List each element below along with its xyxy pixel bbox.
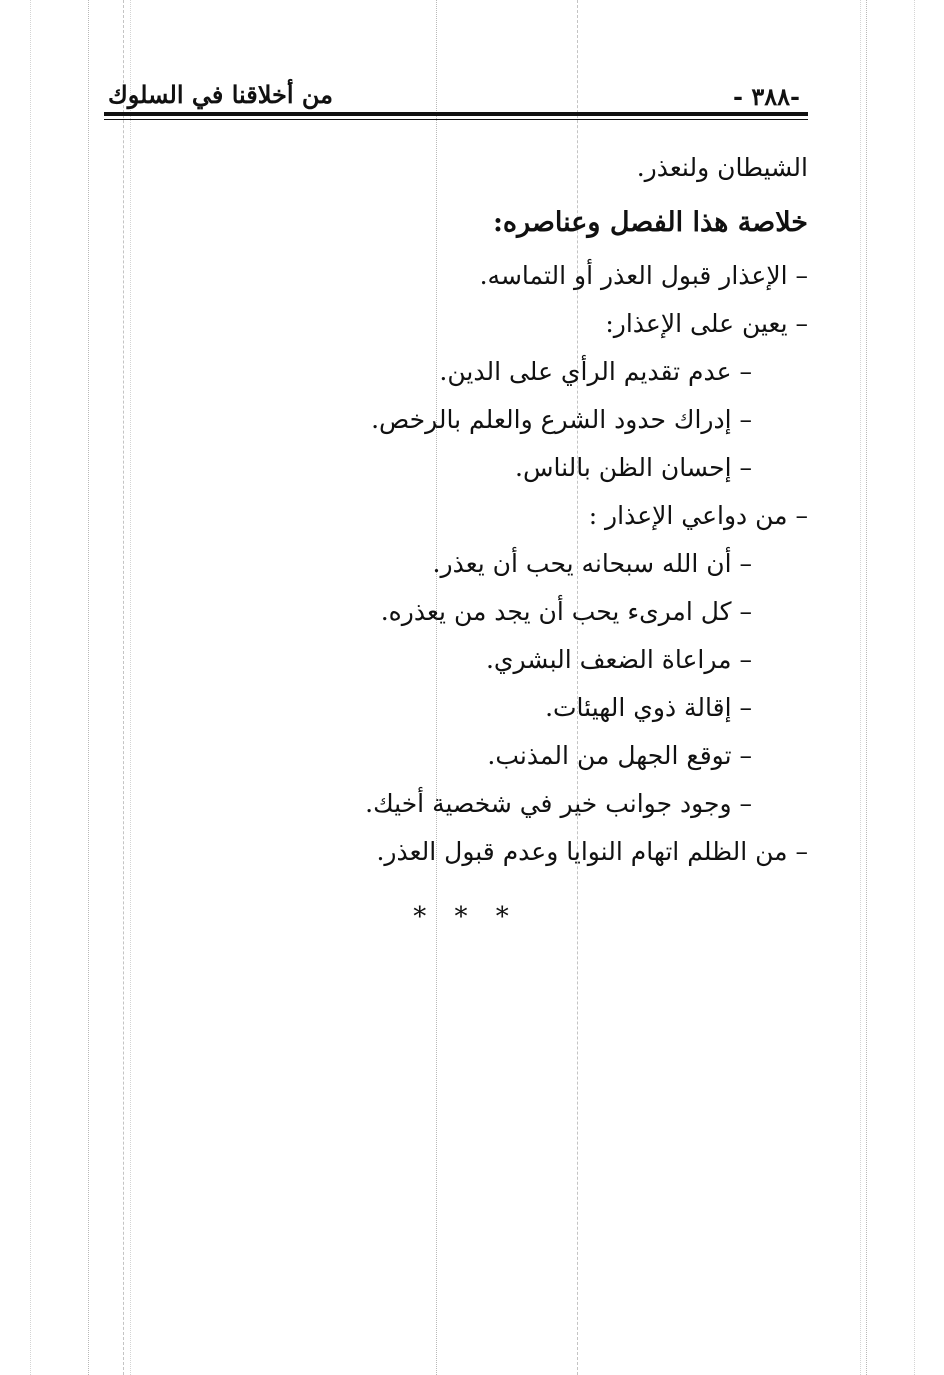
scan-artifact-line — [914, 0, 915, 1375]
header-rule-thick — [104, 112, 808, 116]
book-title: من أخلاقنا في السلوك — [108, 80, 334, 109]
scan-artifact-line — [860, 0, 861, 1375]
summary-subitem: – إقالة ذوي الهيئات. — [545, 693, 752, 722]
scan-artifact-line — [866, 0, 867, 1375]
summary-subitem: – وجود جوانب خير في شخصية أخيك. — [365, 789, 752, 818]
section-heading: خلاصة هذا الفصل وعناصره: — [492, 207, 808, 238]
header-rule-thin — [104, 119, 808, 120]
summary-subitem: – كل امرىء يحب أن يجد من يعذره. — [380, 597, 752, 626]
page-body — [104, 144, 808, 876]
page-number: -٣٨٨ - — [733, 82, 800, 111]
summary-item: – يعين على الإعذار: — [605, 309, 808, 338]
summary-item: – من دواعي الإعذار : — [588, 501, 808, 530]
summary-item: – الإعذار قبول العذر أو التماسه. — [479, 261, 808, 290]
summary-subitem: – إحسان الظن بالناس. — [515, 453, 752, 482]
summary-subitem: – عدم تقديم الرأي على الدين. — [439, 357, 752, 386]
paragraph-line: الشيطان ولنعذر. — [636, 153, 808, 182]
summary-subitem: – أن الله سبحانه يحب أن يعذر. — [432, 549, 752, 578]
running-header — [104, 70, 808, 112]
scan-artifact-line — [30, 0, 31, 1375]
book-page — [104, 70, 808, 932]
scan-artifact-line — [88, 0, 89, 1375]
summary-item: – من الظلم اتهام النوايا وعدم قبول العذر. — [376, 837, 808, 866]
summary-subitem: – مراعاة الضعف البشري. — [485, 645, 752, 674]
summary-subitem: – توقع الجهل من المذنب. — [487, 741, 752, 770]
section-separator: * * * — [413, 902, 519, 932]
summary-subitem: – إدراك حدود الشرع والعلم بالرخص. — [371, 405, 752, 434]
